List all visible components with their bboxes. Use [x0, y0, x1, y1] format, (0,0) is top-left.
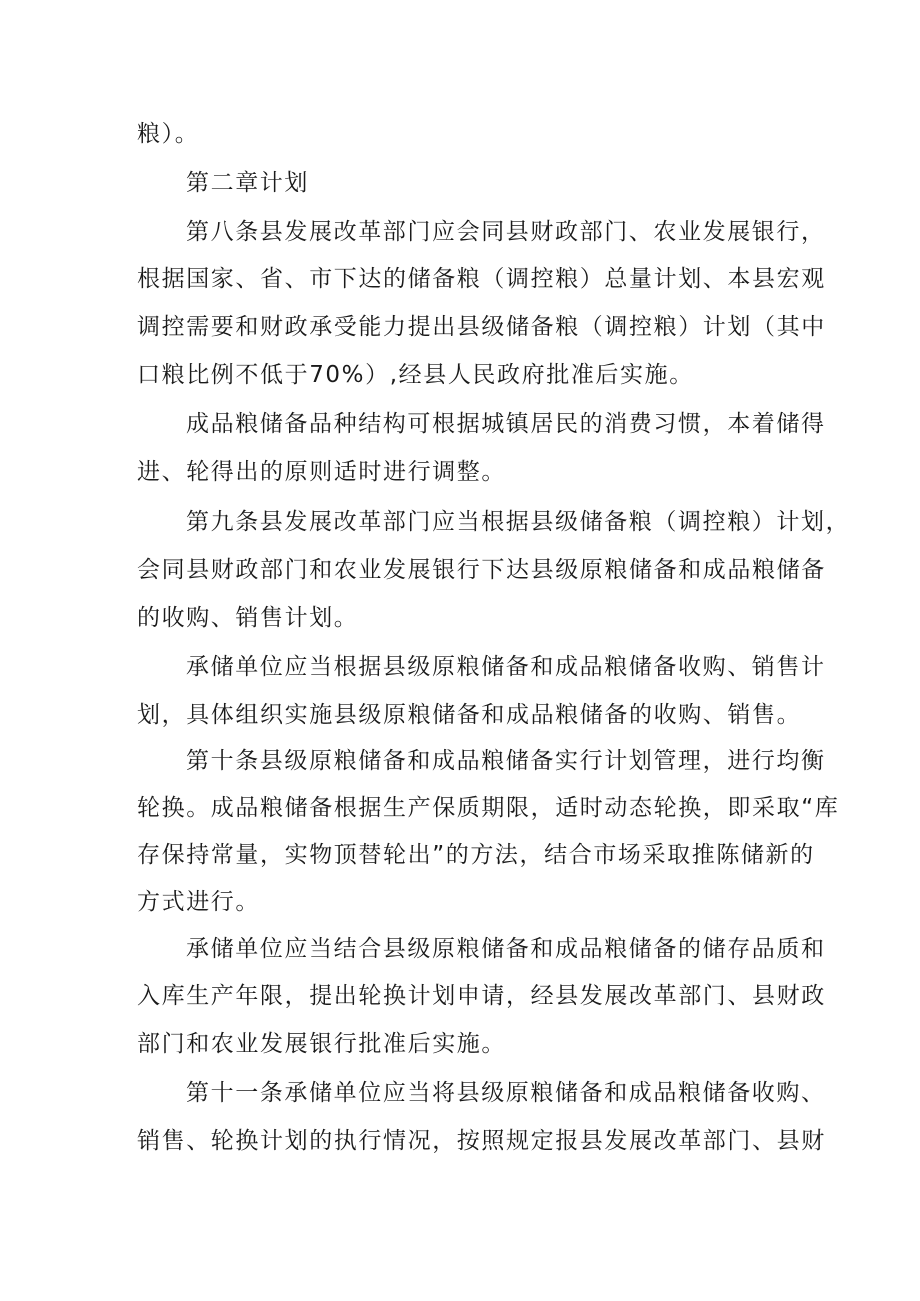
text-line: 根据国家、省、市下达的储备粮（调控粮）总量计划、本县宏观 [137, 266, 826, 292]
text-line: 入库生产年限，提出轮换计划申请，经县发展改革部门、县财政 [137, 983, 826, 1009]
text-line: 轮换。成品粮储备根据生产保质期限，适时动态轮换，即采取“库 [137, 795, 840, 821]
text-line: 口粮比例不低于70%）,经县人民政府批准后实施。 [137, 362, 694, 388]
text-line: 承储单位应当根据县级原粮储备和成品粮储备收购、销售计 [186, 654, 826, 680]
text-line: 第十一条承储单位应当将县级原粮储备和成品粮储备收购、 [186, 1080, 826, 1106]
text-line: 第九条县发展改革部门应当根据县级储备粮（调控粮）计划， [186, 509, 851, 535]
text-line: 第八条县发展改革部门应会同县财政部门、农业发展银行， [186, 219, 826, 245]
text-line: 粮）。 [137, 121, 200, 147]
text-line: 存保持常量，实物顶替轮出”的方法，结合市场采取推陈储新的 [137, 842, 815, 868]
chapter-heading: 第二章计划 [186, 170, 309, 196]
text-line: 成品粮储备品种结构可根据城镇居民的消费习惯，本着储得 [186, 411, 826, 437]
text-line: 第十条县级原粮储备和成品粮储备实行计划管理，进行均衡 [186, 748, 826, 774]
text-line: 的收购、销售计划。 [137, 605, 359, 631]
text-line: 方式进行。 [137, 889, 260, 915]
text-line: 调控需要和财政承受能力提出县级储备粮（调控粮）计划（其中 [137, 314, 826, 340]
text-line: 会同县财政部门和农业发展银行下达县级原粮储备和成品粮储备 [137, 557, 826, 583]
text-line: 部门和农业发展银行批准后实施。 [137, 1031, 506, 1057]
text-line: 划，具体组织实施县级原粮储备和成品粮储备的收购、销售。 [137, 702, 802, 728]
text-line: 承储单位应当结合县级原粮储备和成品粮储备的储存品质和 [186, 936, 826, 962]
text-line: 进、轮得出的原则适时进行调整。 [137, 459, 506, 485]
text-line: 销售、轮换计划的执行情况，按照规定报县发展改革部门、县财 [137, 1128, 826, 1154]
